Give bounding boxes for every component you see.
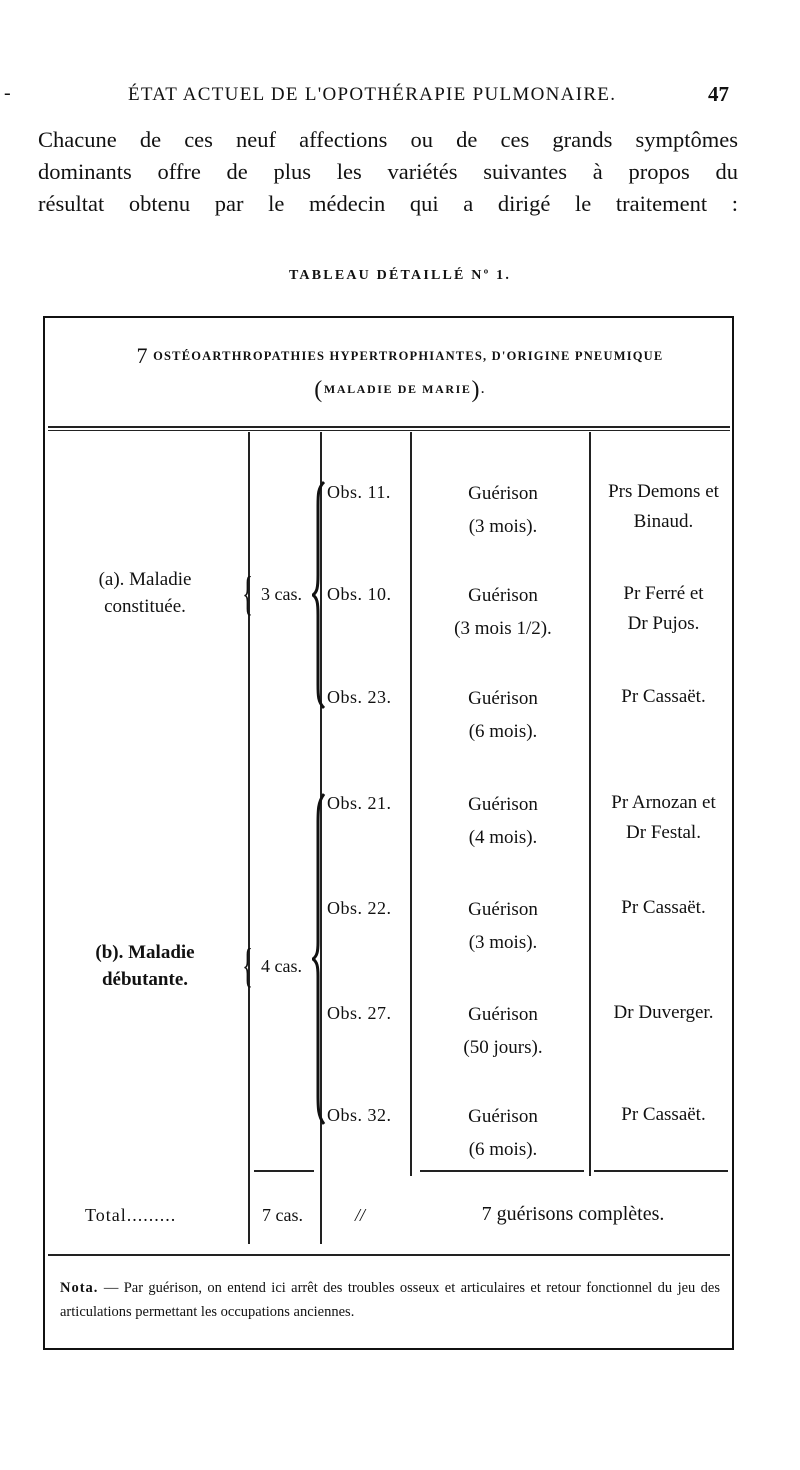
- group-label-line: débutante.: [101, 969, 189, 990]
- open-paren: (: [314, 377, 324, 403]
- obs-ref: Obs. 32.: [327, 1105, 392, 1125]
- result: Guérison: [468, 899, 538, 920]
- obs-ref: Obs. 23.: [327, 687, 392, 707]
- group-label-line: constituée.: [104, 596, 186, 617]
- brace-left-a: {: [242, 567, 253, 620]
- doctor-line: Dr Festal.: [626, 822, 701, 843]
- obs-ref: Obs. 22.: [327, 898, 392, 918]
- close-paren: ): [471, 377, 482, 403]
- result: Guérison: [468, 483, 538, 504]
- page-number: 47: [708, 82, 729, 106]
- total-count: 7 cas.: [262, 1205, 303, 1225]
- group-label-a: [70, 566, 220, 620]
- group-count-b: 4 cas.: [261, 956, 302, 976]
- column-rule: [410, 432, 412, 1176]
- nota-divider: [48, 1254, 730, 1256]
- result: Guérison: [468, 794, 538, 815]
- nota-label: Nota.: [60, 1280, 99, 1296]
- doctor-line: Binaud.: [633, 511, 694, 532]
- total-obs: //: [355, 1205, 366, 1225]
- doctor-cell: [596, 1100, 731, 1130]
- table-caption-line1: [0, 343, 800, 369]
- obs-ref: Obs. 21.: [327, 793, 392, 813]
- doctor-cell: [596, 893, 731, 923]
- result-cell: [418, 788, 588, 854]
- obs-brace-a: [312, 480, 326, 710]
- doctor-cell: [596, 477, 731, 537]
- obs-brace-b: [312, 792, 326, 1127]
- group-label-line: (b). Maladie: [95, 942, 195, 963]
- obs-ref: Obs. 11.: [327, 482, 391, 502]
- doctor-cell: [596, 788, 731, 848]
- group-label-line: (a). Maladie: [98, 569, 192, 590]
- caption-divider: [48, 426, 730, 428]
- duration: (4 mois).: [468, 827, 538, 848]
- obs-ref: Obs. 27.: [327, 1003, 392, 1023]
- duration: (3 mois).: [468, 516, 538, 537]
- duration: (3 mois).: [468, 932, 538, 953]
- table-title: TABLEAU DÉTAILLÉ Nº 1.: [288, 268, 512, 283]
- result: Guérison: [468, 688, 538, 709]
- header-dash: -: [4, 82, 11, 104]
- obs-ref: Obs. 10.: [327, 584, 392, 604]
- doctor-cell: [596, 682, 731, 712]
- result-cell: [418, 1100, 588, 1166]
- total-label: Total.........: [85, 1205, 177, 1225]
- caption-number: 7: [136, 343, 149, 368]
- caption-subtitle: MALADIE DE MARIE: [323, 382, 472, 396]
- doctor-line: Pr Cassaët.: [621, 686, 706, 707]
- result: Guérison: [468, 1106, 538, 1127]
- group-label-b: [70, 939, 220, 993]
- duration: (3 mois 1/2).: [454, 618, 552, 639]
- result-cell: [418, 477, 588, 543]
- result: Guérison: [468, 585, 538, 606]
- total-divider: [594, 1170, 728, 1172]
- caption-text: OSTÉOARTHROPATHIES HYPERTROPHIANTES, D'ORIGINE PNEUMIQUE: [153, 349, 664, 363]
- result: Guérison: [468, 1004, 538, 1025]
- result-cell: [418, 579, 588, 645]
- column-rule: [248, 432, 250, 1244]
- nota-footnote: [60, 1276, 720, 1324]
- intro-line: résultat obtenu par le médecin qui a dirigé le traitement :: [38, 191, 738, 216]
- table-caption-line2: (MALADIE DE MARIE).: [314, 377, 486, 403]
- running-header: [0, 82, 800, 112]
- total-divider: [420, 1170, 584, 1172]
- intro-line: Chacune de ces neuf affections ou de ces grands symptômes: [38, 127, 738, 152]
- doctor-cell: [596, 579, 731, 639]
- group-count-a: 3 cas.: [261, 584, 302, 604]
- doctor-line: Dr Duverger.: [613, 1002, 714, 1023]
- brace-left-b: {: [242, 939, 253, 992]
- doctor-line: Pr Ferré et: [623, 583, 704, 604]
- caption-divider-2: [48, 430, 730, 431]
- column-rule: [589, 432, 591, 1176]
- running-title: ÉTAT ACTUEL DE L'OPOTHÉRAPIE PULMONAIRE.: [128, 84, 617, 105]
- doctor-line: Dr Pujos.: [627, 613, 700, 634]
- result-cell: [418, 893, 588, 959]
- duration: (6 mois).: [468, 1139, 538, 1160]
- duration: (50 jours).: [463, 1037, 543, 1058]
- doctor-line: Pr Cassaët.: [621, 1104, 706, 1125]
- result-cell: [418, 998, 588, 1064]
- intro-line: dominants offre de plus les variétés suivantes à propos du: [38, 159, 738, 184]
- duration: (6 mois).: [468, 721, 538, 742]
- doctor-cell: [596, 998, 731, 1028]
- total-divider: [254, 1170, 314, 1172]
- doctor-line: Pr Arnozan et: [611, 792, 716, 813]
- doctor-line: Prs Demons et: [608, 481, 719, 502]
- doctor-line: Pr Cassaët.: [621, 897, 706, 918]
- result-cell: [418, 682, 588, 748]
- total-result: 7 guérisons complètes.: [481, 1203, 665, 1225]
- nota-text: — Par guérison, on entend ici arrêt des troubles osseux et articulaires et retour fonctionnel du jeu des articulations permettant les occupations anciennes.: [60, 1280, 720, 1320]
- intro-paragraph: [38, 124, 738, 220]
